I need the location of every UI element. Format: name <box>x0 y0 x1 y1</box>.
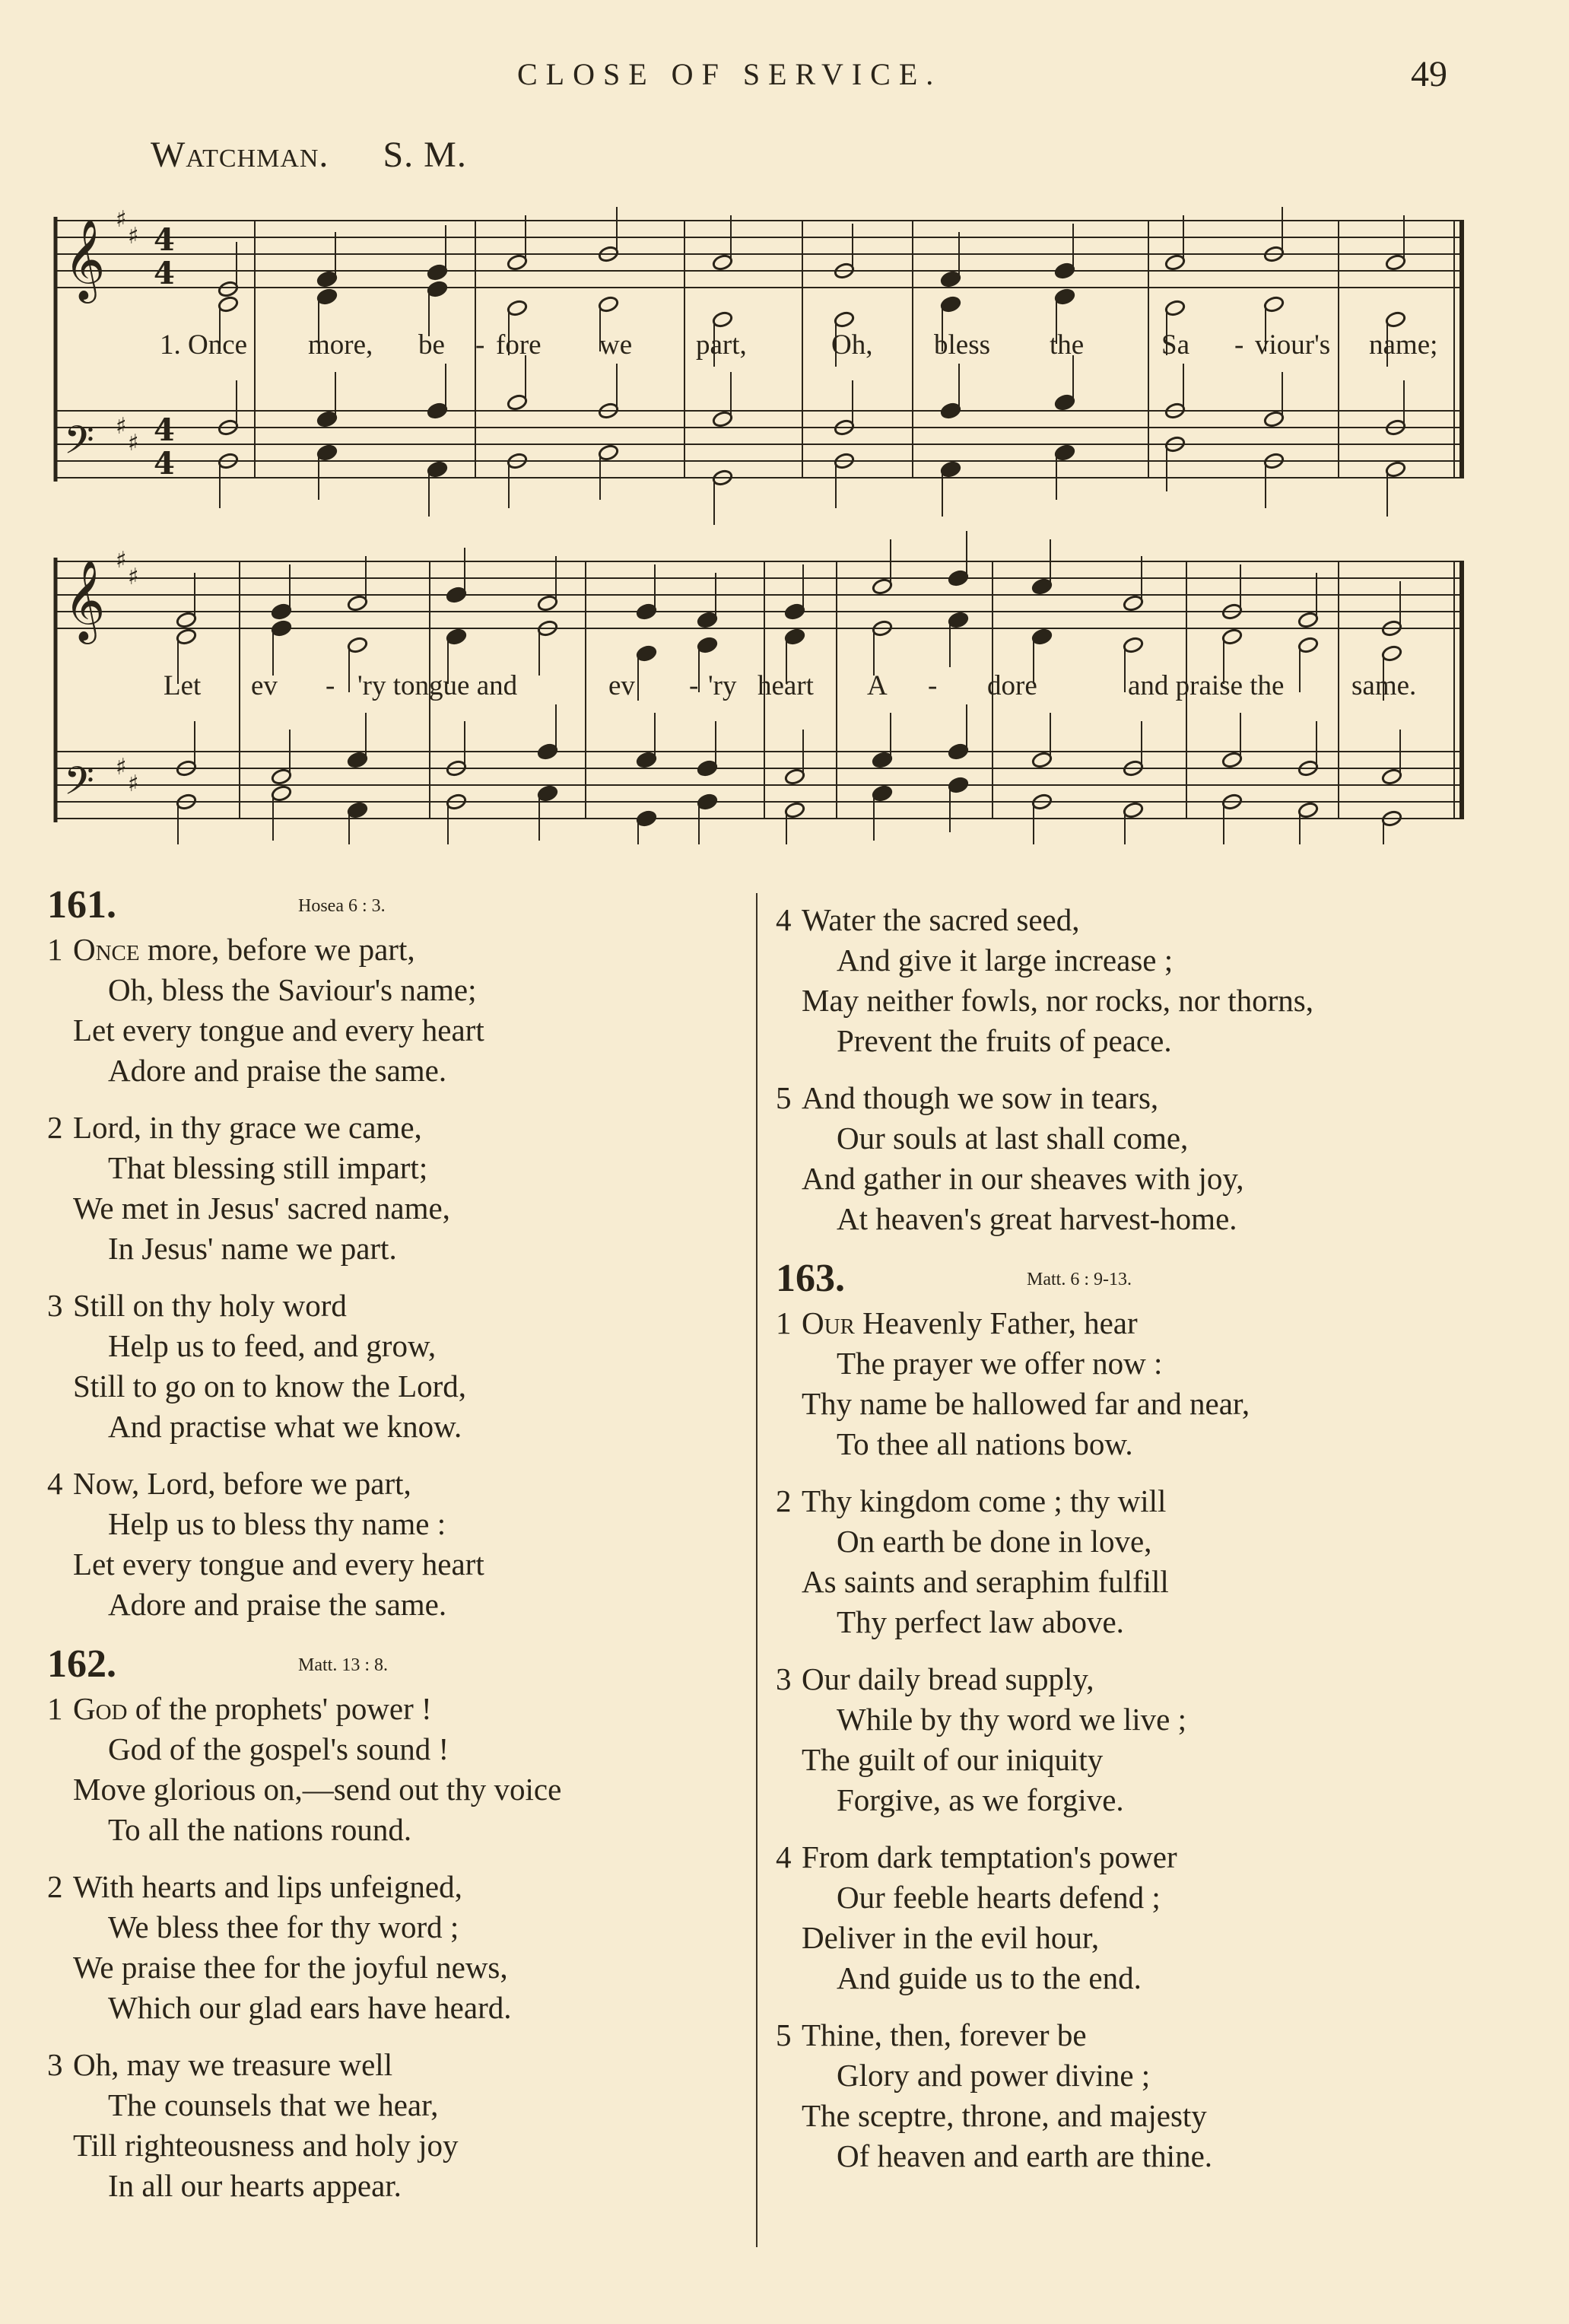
stanza-number: 2 <box>776 1483 792 1518</box>
note-head <box>1164 299 1186 316</box>
note-head <box>507 253 528 271</box>
note-head <box>636 809 657 827</box>
verse-line: In all our hearts appear. <box>108 2168 402 2203</box>
note-head <box>218 295 239 313</box>
svg-text:4: 4 <box>154 412 175 448</box>
stanza-number: 5 <box>776 2017 792 2052</box>
stanza-number: 4 <box>776 1839 792 1874</box>
note-head <box>636 644 657 662</box>
note-head <box>948 611 969 628</box>
note-head <box>537 784 558 802</box>
note-head <box>537 594 558 612</box>
note-head <box>427 402 448 419</box>
line-text: Thine, then, forever be <box>802 2017 1087 2052</box>
stanza <box>47 1689 747 1850</box>
verse-line: We bless thee for thy word ; <box>108 1909 459 1944</box>
line-text: From dark temptation's power <box>802 1839 1177 1874</box>
note-head <box>872 577 893 595</box>
first-word: Once <box>73 932 140 967</box>
stanza <box>47 1867 747 2028</box>
hymn-162-continued <box>776 900 1536 1239</box>
note-head <box>446 586 467 603</box>
svg-text:♯: ♯ <box>128 771 139 797</box>
note-head <box>1385 310 1406 328</box>
note-head <box>1381 768 1402 785</box>
running-title: CLOSE OF SERVICE. <box>517 57 942 91</box>
lyric-syllable: viour's <box>1255 329 1331 361</box>
verse-line: Let every tongue and every heart <box>73 1013 484 1048</box>
hymn-number: 163. <box>776 1257 845 1300</box>
note-head <box>271 619 292 637</box>
lyric-syllable: we <box>599 329 633 361</box>
line-text: Once more, before we part, <box>73 932 415 967</box>
stanza <box>776 1303 1536 1464</box>
note-head <box>1381 644 1402 662</box>
verse-line: On earth be done in love, <box>837 1524 1152 1559</box>
stanza <box>776 1659 1536 1820</box>
note-head <box>1221 751 1243 768</box>
lyric-syllable: be <box>418 329 445 361</box>
note-head <box>1054 262 1075 279</box>
svg-text:𝄞: 𝄞 <box>64 559 106 641</box>
note-head <box>1123 636 1144 653</box>
note-head <box>271 768 292 785</box>
verse-line: Still to go on to know the Lord, <box>73 1369 467 1404</box>
verse-line: Our souls at last shall come, <box>837 1121 1189 1156</box>
column-divider <box>756 893 758 2247</box>
svg-text:♯: ♯ <box>128 564 139 590</box>
stanza <box>47 2045 747 2206</box>
note-head <box>940 295 961 313</box>
verse-line <box>776 2015 1536 2055</box>
verse-line <box>47 1689 747 1729</box>
verse-line: Help us to feed, and grow, <box>108 1328 437 1363</box>
column-right <box>776 900 1536 2193</box>
stanza-number: 2 <box>47 1110 63 1145</box>
lyric-syllable: dore <box>987 670 1037 701</box>
note-head <box>316 288 338 305</box>
verse-line <box>776 1078 1536 1118</box>
note-head <box>316 410 338 428</box>
stanza-number: 4 <box>776 902 792 937</box>
note-head <box>446 628 467 645</box>
hymn-162 <box>47 1642 747 2206</box>
line-text: Our Heavenly Father, hear <box>802 1305 1138 1340</box>
verse-line: Adore and praise the same. <box>108 1587 447 1622</box>
line-text: Water the sacred seed, <box>802 902 1080 937</box>
svg-text:4: 4 <box>154 446 175 482</box>
column-left <box>47 882 747 2223</box>
note-head <box>948 569 969 587</box>
verse-line: And guide us to the end. <box>837 1960 1142 1995</box>
stanza <box>776 1837 1536 1998</box>
note-head <box>271 602 292 620</box>
svg-text:4: 4 <box>154 256 175 291</box>
line-text: With hearts and lips unfeigned, <box>73 1869 462 1904</box>
note-head <box>712 253 733 271</box>
stanza-number: 3 <box>47 1288 63 1323</box>
note-head <box>1054 393 1075 411</box>
lyric-syllable: Sa <box>1161 329 1189 361</box>
note-head <box>271 784 292 802</box>
verse-line: And give it large increase ; <box>837 943 1174 978</box>
verse-line: Till righteousness and holy joy <box>73 2128 459 2163</box>
verse-line: Oh, bless the Saviour's name; <box>108 972 477 1007</box>
note-head <box>347 751 368 768</box>
note-head <box>1263 410 1285 428</box>
note-head <box>636 602 657 620</box>
hymn-number: 161. <box>47 883 116 927</box>
lyrics-line-2 <box>0 669 1569 707</box>
note-head <box>316 443 338 461</box>
note-head <box>1221 628 1243 645</box>
verse-line: While by thy word we live ; <box>837 1702 1187 1737</box>
lyric-syllable: 1. Once <box>160 329 248 361</box>
note-head <box>347 594 368 612</box>
note-head <box>1031 577 1053 595</box>
note-head <box>697 636 718 653</box>
final-barlines <box>1454 221 1462 819</box>
verse-line: The guilt of our iniquity <box>802 1742 1104 1777</box>
hymn-header <box>776 1256 1536 1303</box>
note-head <box>1297 611 1319 628</box>
note-head <box>176 611 197 628</box>
note-head <box>636 751 657 768</box>
lyric-syllable: part, <box>696 329 747 361</box>
note-head <box>784 628 805 645</box>
tune-meter: S. M. <box>383 135 467 175</box>
note-head <box>1054 443 1075 461</box>
verse-line: At heaven's great harvest-home. <box>837 1201 1237 1236</box>
verse-line: We met in Jesus' sacred name, <box>73 1191 450 1226</box>
verse-line: Help us to bless thy name : <box>108 1506 446 1541</box>
lyric-syllable: - <box>689 670 699 701</box>
line-text: Oh, may we treasure well <box>73 2047 393 2082</box>
verse-line <box>47 1867 747 1907</box>
music-score <box>0 0 1569 844</box>
lyric-syllable: ev <box>608 670 635 701</box>
verse-line: Forgive, as we forgive. <box>837 1782 1124 1817</box>
note-head <box>1385 460 1406 478</box>
stanza <box>776 900 1536 1061</box>
line-text: Lord, in thy grace we came, <box>73 1110 422 1145</box>
stanza <box>47 1108 747 1269</box>
note-head <box>176 628 197 645</box>
verse-line: The sceptre, throne, and majesty <box>802 2098 1207 2133</box>
lyric-syllable: more, <box>308 329 373 361</box>
note-head <box>834 310 855 328</box>
lyrics-line-1 <box>0 329 1569 367</box>
first-word: God <box>73 1691 128 1726</box>
lyric-syllable: 'ry tongue and <box>357 670 518 701</box>
verse-line <box>776 900 1536 940</box>
note-head <box>697 793 718 810</box>
note-head <box>1297 636 1319 653</box>
hymn-header <box>47 882 747 930</box>
svg-text:♯: ♯ <box>116 206 127 233</box>
key-signature <box>116 206 139 797</box>
note-stems <box>178 207 1404 844</box>
verse-line: Thy perfect law above. <box>837 1604 1124 1639</box>
verse-line: May neither fowls, nor rocks, nor thorns, <box>802 983 1313 1018</box>
barlines <box>240 221 1339 819</box>
lyric-syllable: bless <box>934 329 990 361</box>
note-head <box>427 263 448 281</box>
note-head <box>347 801 368 819</box>
note-head <box>347 636 368 653</box>
note-head <box>697 759 718 777</box>
note-head <box>537 742 558 760</box>
verse-line <box>47 1108 747 1148</box>
note-head <box>872 751 893 768</box>
note-head <box>598 295 619 313</box>
lyric-syllable: A <box>867 670 888 701</box>
note-head <box>427 460 448 478</box>
note-head <box>507 393 528 411</box>
note-head <box>1031 751 1053 768</box>
note-head <box>940 270 961 288</box>
lyric-syllable: Let <box>164 670 202 701</box>
stanza <box>776 2015 1536 2176</box>
verse-line: That blessing still impart; <box>108 1150 428 1185</box>
line-text: And though we sow in tears, <box>802 1080 1159 1115</box>
svg-text:♯: ♯ <box>128 223 139 250</box>
verse-line: Let every tongue and every heart <box>73 1547 484 1582</box>
verse-line: Deliver in the evil hour, <box>802 1920 1100 1955</box>
note-head <box>940 402 961 419</box>
line-text: Now, Lord, before we part, <box>73 1466 411 1501</box>
verse-line: Adore and praise the same. <box>108 1053 447 1088</box>
svg-text:♯: ♯ <box>128 430 139 456</box>
line-text: Our daily bread supply, <box>802 1661 1094 1696</box>
page-number: 49 <box>1411 54 1447 94</box>
verse-line: And practise what we know. <box>108 1409 462 1444</box>
verse-line <box>47 930 747 970</box>
lyric-syllable: and praise the <box>1128 670 1285 701</box>
note-head <box>784 602 805 620</box>
lyric-syllable: Oh, <box>831 329 873 361</box>
hymn-161 <box>47 882 747 1625</box>
verse-line: As saints and seraphim fulfill <box>802 1564 1169 1599</box>
stanza-number: 1 <box>47 932 63 967</box>
staff-lines <box>57 221 1464 819</box>
line-text: Thy kingdom come ; thy will <box>802 1483 1167 1518</box>
verse-line: Move glorious on,—send out thy voice <box>73 1772 562 1807</box>
note-head <box>872 784 893 802</box>
stanza <box>47 1286 747 1447</box>
verse-line: Thy name be hallowed far and near, <box>802 1386 1250 1421</box>
verse-line <box>776 1303 1536 1343</box>
verse-line: The counsels that we hear, <box>108 2087 439 2122</box>
note-head <box>948 776 969 793</box>
verse-line: The prayer we offer now : <box>837 1346 1163 1381</box>
note-head <box>1263 295 1285 313</box>
stanza-number: 3 <box>47 2047 63 2082</box>
lyric-syllable: the <box>1050 329 1085 361</box>
note-head <box>712 410 733 428</box>
note-head <box>948 742 969 760</box>
note-head <box>940 460 961 478</box>
note-head <box>1123 801 1144 819</box>
svg-text:♯: ♯ <box>116 547 127 574</box>
lyric-syllable: same. <box>1351 670 1417 701</box>
svg-text:♯: ♯ <box>116 754 127 780</box>
clefs <box>64 218 105 813</box>
note-head <box>697 611 718 628</box>
note-head <box>1031 628 1053 645</box>
verse-line <box>776 1481 1536 1521</box>
note-head <box>1297 801 1319 819</box>
lyric-syllable: ev <box>251 670 278 701</box>
note-head <box>1054 288 1075 305</box>
stanza-number: 1 <box>776 1305 792 1340</box>
lyric-syllable: - <box>475 329 485 361</box>
note-head <box>507 299 528 316</box>
lyric-syllable: heart <box>758 670 814 701</box>
note-head <box>598 443 619 461</box>
svg-text:𝄢: 𝄢 <box>64 758 94 813</box>
verse-line: Of heaven and earth are thine. <box>837 2138 1213 2173</box>
verse-line: To thee all nations bow. <box>837 1426 1133 1461</box>
tune-name: Watchman. <box>151 135 329 175</box>
lyric-syllable: 'ry <box>708 670 737 701</box>
verse-line <box>47 1286 747 1326</box>
svg-text:♯: ♯ <box>116 413 127 440</box>
svg-text:𝄞: 𝄞 <box>64 218 106 300</box>
verse-line <box>776 1837 1536 1877</box>
note-head <box>427 280 448 297</box>
lyric-syllable: - <box>326 670 335 701</box>
verse-line: Glory and power divine ; <box>837 2058 1151 2093</box>
stanza <box>776 1481 1536 1642</box>
stanza-number: 4 <box>47 1466 63 1501</box>
note-head <box>1385 253 1406 271</box>
verse-line <box>776 1659 1536 1699</box>
note-head <box>1123 594 1144 612</box>
note-head <box>784 801 805 819</box>
verse-line: We praise thee for the joyful news, <box>73 1950 508 1985</box>
note-head <box>784 768 805 785</box>
verse-line: Prevent the fruits of peace. <box>837 1023 1172 1058</box>
lyric-syllable: - <box>928 670 938 701</box>
scripture-reference: Matt. 13 : 8. <box>298 1655 388 1675</box>
scripture-reference: Matt. 6 : 9-13. <box>1027 1270 1132 1289</box>
stanza-number: 3 <box>776 1661 792 1696</box>
verse-line: And gather in our sheaves with joy, <box>802 1161 1244 1196</box>
lyric-syllable: name; <box>1369 329 1438 361</box>
stanza <box>47 1464 747 1625</box>
hymn-header <box>47 1642 747 1689</box>
note-head <box>316 270 338 288</box>
note-head <box>1164 253 1186 271</box>
stanza-number: 5 <box>776 1080 792 1115</box>
verse-line: Which our glad ears have heard. <box>108 1990 512 2025</box>
svg-text:4: 4 <box>154 222 175 258</box>
verse-line: God of the gospel's sound ! <box>108 1731 449 1766</box>
lyric-syllable: - <box>1234 329 1244 361</box>
verse-line: Our feeble hearts defend ; <box>837 1880 1161 1915</box>
stanza-number: 1 <box>47 1691 63 1726</box>
line-text: God of the prophets' power ! <box>73 1691 432 1726</box>
note-head <box>712 310 733 328</box>
svg-text:𝄢: 𝄢 <box>64 417 94 472</box>
lyric-syllable: fore <box>496 329 542 361</box>
first-word: Our <box>802 1305 855 1340</box>
scripture-reference: Hosea 6 : 3. <box>298 896 386 916</box>
verse-line: In Jesus' name we part. <box>108 1231 397 1266</box>
hymn-number: 162. <box>47 1642 116 1686</box>
line-text: Still on thy holy word <box>73 1288 347 1323</box>
verse-line <box>47 2045 747 2085</box>
hymn-163 <box>776 1256 1536 2176</box>
verse-line: To all the nations round. <box>108 1812 412 1847</box>
note-head <box>218 280 239 297</box>
verse-line <box>47 1464 747 1504</box>
stanza <box>47 930 747 1091</box>
stanza <box>776 1078 1536 1239</box>
stanza-number: 2 <box>47 1869 63 1904</box>
